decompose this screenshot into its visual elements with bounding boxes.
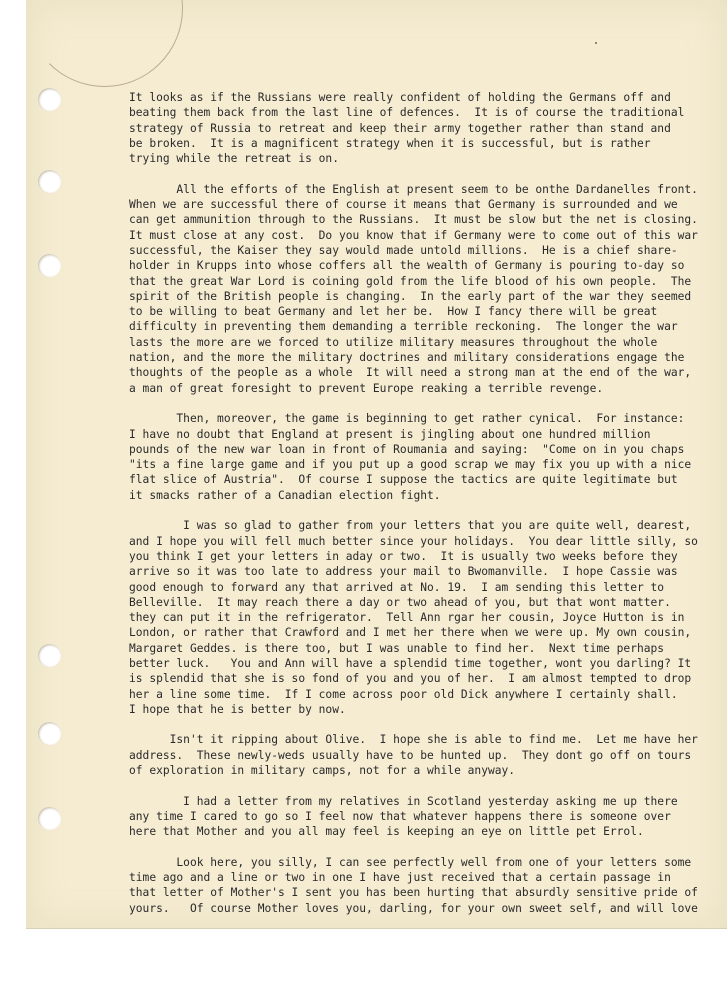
- paragraph-gap: [129, 778, 727, 793]
- text-line: strategy of Russia to retreat and keep their army together rather than stand and: [129, 121, 671, 135]
- text-line: to be willing to beat Germany and let her be. How I fancy there will be great: [129, 305, 658, 319]
- text-line: is splendid that she is so fond of you and you of her. I am almost tempted to drop: [129, 672, 692, 686]
- text-line: All the efforts of the English at present seem to be onthe Dardanelles front.: [129, 182, 698, 196]
- paragraph-gap: [129, 166, 727, 181]
- text-line: that letter of Mother's I sent you has been hurting that absurdly sensitive pride of: [129, 886, 698, 900]
- text-line: a man of great foresight to prevent Europe reaking a terrible revenge.: [129, 381, 604, 395]
- text-line: spirit of the British people is changing. In the early part of the war they seemed: [129, 289, 692, 303]
- text-line: It looks as if the Russians were really confident of holding the Germans off and: [129, 91, 671, 104]
- letter-body: [129, 90, 727, 916]
- text-line: trying while the retreat is on.: [129, 152, 339, 166]
- paragraph: [129, 732, 727, 778]
- text-line: you think I get your letters in aday or two. It is usually two weeks before they: [129, 549, 678, 563]
- text-line: difficulty in preventing them demanding a terrible reckoning. The longer the war: [129, 320, 678, 334]
- ink-speck: [595, 42, 597, 44]
- text-line: it smacks rather of a Canadian election fight.: [129, 488, 441, 502]
- text-line: When we are successful there of course it means that Germany is surrounded and we: [129, 198, 678, 212]
- text-line: I hope that he is better by now.: [129, 702, 346, 716]
- text-line: "its a fine large game and if you put up a good scrap we may fix you up with a nice: [129, 458, 692, 472]
- text-line: be broken. It is a magnificent strategy when it is successful, but is rather: [129, 136, 651, 150]
- paragraph-gap: [129, 717, 727, 732]
- text-line: It must close at any cost. Do you know that if Germany were to come out of this war: [129, 228, 698, 242]
- punch-hole: [38, 644, 61, 667]
- text-line: successful, the Kaiser they say would made untold millions. He is a chief share-: [129, 243, 678, 257]
- paragraph: [129, 411, 727, 503]
- text-line: thoughts of the people as a whole It will need a strong man at the end of the war,: [129, 366, 692, 380]
- text-line: that the great War Lord is coining gold from the life blood of his own people. The: [129, 274, 692, 288]
- text-line: time ago and a line or two in one I have just received that a certain passage in: [129, 871, 671, 885]
- text-line: address. These newly-weds usually have to be hunted up. They dont go off on tours: [129, 748, 692, 762]
- text-line: can get ammunition through to the Russians. It must be slow but the net is closing.: [129, 213, 698, 227]
- text-line: holder in Krupps into whose coffers all the wealth of Germany is pouring to-day so: [129, 259, 685, 273]
- text-line: better luck. You and Ann will have a splendid time together, wont you darling? It: [129, 656, 692, 670]
- punch-hole: [38, 254, 61, 277]
- text-line: nation, and the more the military doctrines and military considerations engage the: [129, 351, 685, 365]
- text-line: Look here, you silly, I can see perfectly well from one of your letters some: [129, 855, 692, 869]
- text-line: London, or rather that Crawford and I met her there when we were up. My own cousin,: [129, 626, 692, 640]
- text-line: and I hope you will fell much better since your holidays. You dear little silly, so: [129, 534, 698, 548]
- text-line: they can put it in the refrigerator. Tell Ann rgar her cousin, Joyce Hutton is in: [129, 611, 685, 625]
- paragraph: [129, 794, 727, 840]
- text-line: her a line some time. If I come across poor old Dick anywhere I certainly shall.: [129, 687, 678, 701]
- punch-hole: [38, 88, 61, 111]
- text-line: good enough to forward any that arrived at No. 19. I am sending this letter to: [129, 580, 665, 594]
- paragraph: [129, 182, 727, 396]
- text-line: yours. Of course Mother loves you, darling, for your own sweet self, and will love: [129, 901, 698, 915]
- paragraph: [129, 518, 727, 717]
- punch-hole: [38, 807, 61, 830]
- paragraph: [129, 90, 727, 166]
- text-line: flat slice of Austria". Of course I suppose the tactics are quite legitimate but: [129, 473, 678, 487]
- text-line: I had a letter from my relatives in Scotland yesterday asking me up there: [129, 794, 678, 808]
- paragraph-gap: [129, 396, 727, 411]
- text-line: Isn't it ripping about Olive. I hope she is able to find me. Let me have her: [129, 733, 698, 747]
- text-line: Margaret Geddes. is there too, but I was unable to find her. Next time perhaps: [129, 641, 665, 655]
- text-line: of exploration in military camps, not for a while anyway.: [129, 764, 516, 778]
- text-line: any time I cared to go so I feel now that whatever happens there is someone over: [129, 809, 671, 823]
- paragraph-gap: [129, 840, 727, 855]
- text-line: beating them back from the last line of defences. It is of course the traditional: [129, 106, 685, 120]
- punch-hole: [38, 722, 61, 745]
- paragraph-gap: [129, 503, 727, 518]
- punch-hole: [38, 170, 61, 193]
- text-line: pounds of the new war loan in front of Roumania and saying: "Come on in you chaps: [129, 442, 685, 456]
- text-line: lasts the more are we forced to utilize military measures throughout the whole: [129, 335, 658, 349]
- text-line: Belleville. It may reach there a day or two ahead of you, but that wont matter.: [129, 595, 671, 609]
- text-line: here that Mother and you all may feel is keeping an eye on little pet Errol.: [129, 825, 644, 839]
- text-line: I have no doubt that England at present is jingling about one hundred million: [129, 427, 651, 441]
- text-line: I was so glad to gather from your letters that you are quite well, dearest,: [129, 519, 692, 533]
- paragraph: [129, 855, 727, 916]
- text-line: Then, moreover, the game is beginning to get rather cynical. For instance:: [129, 412, 685, 426]
- text-line: arrive so it was too late to address your mail to Bwomanville. I hope Cassie was: [129, 565, 678, 579]
